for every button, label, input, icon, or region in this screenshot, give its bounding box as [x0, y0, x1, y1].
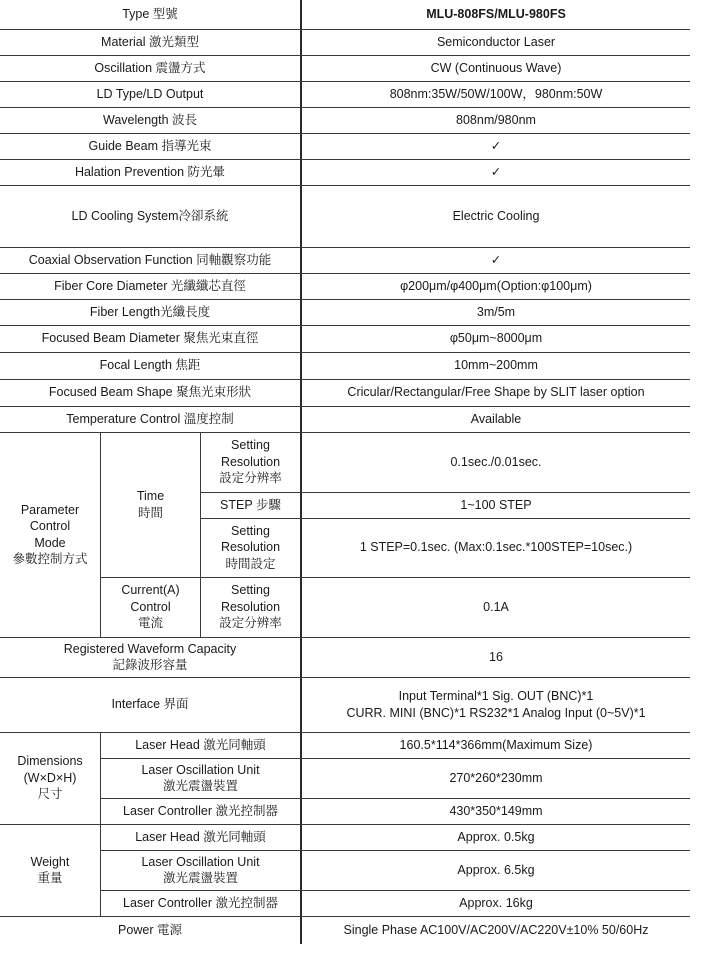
- row-rule: [0, 325, 690, 326]
- fiber-core-value: φ200μm/φ400μm(Option:φ100μm): [400, 278, 592, 293]
- param-divider: [100, 432, 101, 637]
- dimensions-label: Dimensions (W×D×H) 尺寸: [17, 754, 83, 802]
- focused-diameter-value: φ50μm~8000μm: [449, 331, 543, 346]
- time-resolution-label: Setting Resolution 設定分辨率: [219, 438, 282, 486]
- weight-head-label: Laser Head 激光同軸頭: [135, 829, 266, 844]
- guide-beam-check-icon: ✓: [490, 138, 502, 153]
- row-rule: [200, 492, 690, 493]
- weight-unit-value: Approx. 6.5kg: [457, 862, 535, 877]
- weight-label: Weight 重量: [30, 854, 70, 885]
- focused-diameter-label: Focused Beam Diameter 聚焦光束直徑: [41, 331, 259, 346]
- guide-beam-label: Guide Beam 指導光束: [88, 138, 212, 153]
- current-resolution-value: 0.1A: [483, 599, 509, 614]
- row-rule: [0, 637, 690, 638]
- parameter-mode-label: Parameter Control Mode 參數控制方式: [12, 502, 88, 566]
- row-rule: [0, 29, 690, 30]
- dimension-controller-label: Laser Controller 激光控制器: [123, 803, 278, 818]
- weight-unit-label: Laser Oscillation Unit 激光震盪裝置: [141, 854, 260, 885]
- oscillation-label: Oscillation 震盪方式: [94, 60, 206, 75]
- step-label: STEP 步驟: [220, 497, 281, 512]
- current-resolution-label: Setting Resolution 設定分辨率: [219, 583, 282, 631]
- type-value: MLU-808FS/MLU-980FS: [426, 7, 566, 22]
- material-label: Material 激光類型: [101, 34, 199, 49]
- halation-label: Halation Prevention 防光暈: [74, 164, 226, 179]
- row-rule: [100, 798, 690, 799]
- row-rule: [0, 299, 690, 300]
- row-rule: [0, 406, 690, 407]
- row-rule: [100, 890, 690, 891]
- ld-label: LD Type/LD Output: [96, 86, 204, 101]
- row-rule: [0, 732, 690, 733]
- power-label: Power 電源: [118, 922, 182, 937]
- wavelength-label: Wavelength 波長: [102, 112, 198, 127]
- cooling-value: Electric Cooling: [452, 208, 540, 223]
- dimension-unit-value: 270*260*230mm: [449, 770, 543, 785]
- row-rule: [0, 432, 690, 433]
- row-rule: [0, 677, 690, 678]
- row-rule: [100, 758, 690, 759]
- dimension-head-value: 160.5*114*366mm(Maximum Size): [399, 737, 593, 752]
- dimension-unit-label: Laser Oscillation Unit 激光震盪裝置: [141, 762, 260, 793]
- row-rule: [0, 824, 690, 825]
- row-rule: [200, 518, 690, 519]
- time-setting-value: 1 STEP=0.1sec. (Max:0.1sec.*100STEP=10sec.): [359, 540, 633, 555]
- time-label: Time 時間: [136, 489, 165, 520]
- row-rule: [0, 133, 690, 134]
- interface-value: Input Terminal*1 Sig. OUT (BNC)*1 CURR. MINI (BNC)*1 RS232*1 Analog Input (0~5V)*1: [346, 689, 646, 720]
- row-rule: [0, 273, 690, 274]
- halation-check-icon: ✓: [490, 164, 502, 179]
- row-rule: [0, 379, 690, 380]
- coaxial-label: Coaxial Observation Function 同軸觀察功能: [28, 252, 272, 267]
- weight-head-value: Approx. 0.5kg: [457, 829, 535, 844]
- coaxial-check-icon: ✓: [490, 252, 502, 267]
- current-control-label: Current(A) Control 電流: [121, 583, 180, 631]
- focal-length-label: Focal Length 焦距: [99, 358, 201, 373]
- param-subdivider: [200, 432, 201, 637]
- row-rule: [0, 159, 690, 160]
- row-rule: [0, 107, 690, 108]
- time-setting-label: Setting Resolution 時間設定: [220, 523, 281, 571]
- beam-shape-label: Focused Beam Shape 聚焦光束形狀: [48, 385, 252, 400]
- waveform-value: 16: [489, 649, 503, 664]
- oscillation-value: CW (Continuous Wave): [430, 60, 562, 75]
- ld-value: 808nm:35W/50W/100W，980nm:50W: [389, 86, 603, 101]
- row-rule: [0, 916, 690, 917]
- row-rule: [0, 247, 690, 248]
- power-value: Single Phase AC100V/AC200V/AC220V±10% 50/60Hz: [343, 922, 649, 937]
- beam-shape-value: Cricular/Rectangular/Free Shape by SLIT laser option: [347, 385, 645, 400]
- fiber-length-label: Fiber Length光纖長度: [89, 304, 211, 319]
- temperature-value: Available: [470, 411, 522, 426]
- row-rule: [0, 352, 690, 353]
- row-rule: [100, 850, 690, 851]
- temperature-label: Temperature Control 溫度控制: [66, 411, 234, 426]
- weight-controller-value: Approx. 16kg: [459, 895, 533, 910]
- row-rule: [0, 81, 690, 82]
- row-rule: [0, 55, 690, 56]
- material-value: Semiconductor Laser: [436, 34, 556, 49]
- focal-length-value: 10mm~200mm: [454, 358, 538, 373]
- wavelength-value: 808nm/980nm: [456, 112, 536, 127]
- cooling-label: LD Cooling System冷卻系統: [71, 208, 229, 223]
- fiber-length-value: 3m/5m: [476, 304, 516, 319]
- main-divider: [300, 0, 302, 944]
- weight-controller-label: Laser Controller 激光控制器: [123, 895, 278, 910]
- row-rule: [0, 185, 690, 186]
- step-value: 1~100 STEP: [460, 497, 532, 512]
- type-label: Type 型號: [122, 7, 178, 22]
- interface-label: Interface 界面: [111, 697, 189, 712]
- dimension-head-label: Laser Head 激光同軸頭: [135, 737, 266, 752]
- waveform-label: Registered Waveform Capacity 記錄波形容量: [63, 641, 237, 672]
- dimension-controller-value: 430*350*149mm: [449, 803, 543, 818]
- row-rule: [100, 577, 690, 578]
- time-resolution-value: 0.1sec./0.01sec.: [450, 454, 542, 469]
- fiber-core-label: Fiber Core Diameter 光纖纖芯直徑: [54, 278, 246, 293]
